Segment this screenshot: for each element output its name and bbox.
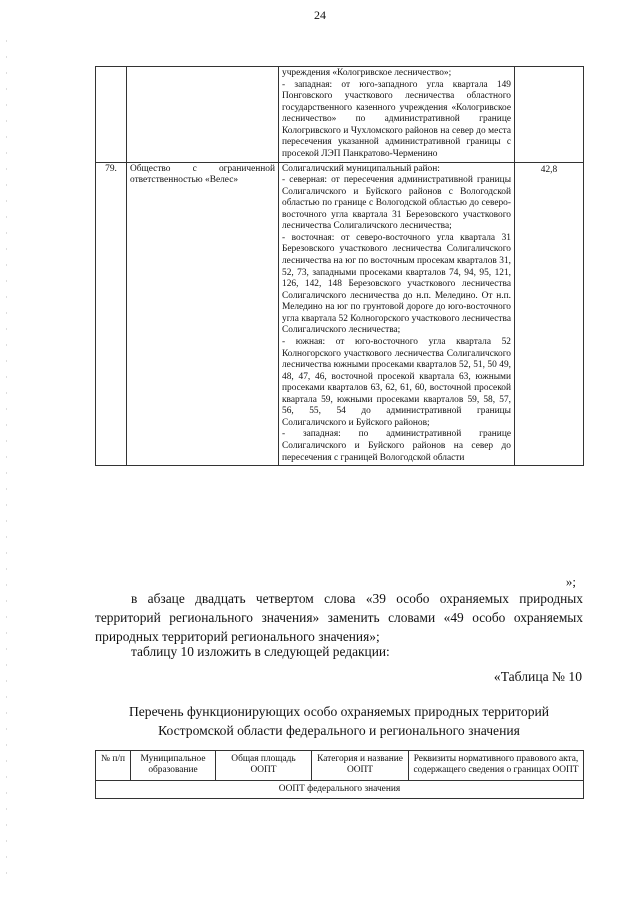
table-header-row	[96, 751, 584, 781]
table-row	[96, 162, 584, 466]
protected-areas-table	[95, 750, 584, 799]
boundary-line: - западная: по административной границе Солигаличского и Буйского районов на север до пересечения с границей Вологодской области	[282, 429, 511, 463]
row-number-cell	[96, 67, 127, 163]
section-heading: ООПТ федерального значения	[96, 780, 584, 798]
organization-cell	[127, 67, 279, 163]
boundary-line: - восточная: от северо-восточного угла квартала 31 Березовского участкового лесничества Солигаличского лесничества на юг по восточным просекам кварталов 31, 52, 73, западными просеками кварталов 74, 94, 95, 121, 126, 142, 148 Березовского участкового лесничества Солигаличского лесничества до н.п. Меледино. От н.п. Меледино на юг по грунтовой дороге до юго-восточного угла квартала 52 Колногорского участкового лесничества Солигаличского лесничества;	[282, 232, 511, 336]
boundary-description-cell	[279, 67, 515, 163]
page-number: 24	[314, 8, 326, 22]
area-cell: 42,8	[515, 162, 584, 466]
column-header: № п/п	[96, 751, 131, 781]
column-header: Категория и название ООПТ	[312, 751, 409, 781]
table-title-line: Перечень функционирующих особо охраняемых природных территорий	[128, 704, 550, 719]
area-cell	[515, 67, 584, 163]
table-row	[96, 67, 584, 163]
boundary-line: Солигаличский муниципальный район:	[282, 163, 440, 174]
amendment-paragraph: таблицу 10 изложить в следующей редакции:	[131, 644, 390, 659]
boundary-line: - северная: от пересечения административной границы Солигаличского и Буйского районов с Вологодской областью по границе с Вологодской областью до северо-восточного угла квартала 31 Березовского участкового лесничества Солигаличского лесничества;	[282, 175, 511, 232]
closing-quote: »;	[565, 574, 576, 589]
boundary-line: учреждения «Кологривское лесничество»;	[282, 68, 452, 78]
scan-margin-mark	[6, 0, 7, 904]
organization-cell: Общество с ограниченной ответственностью «Велес»	[127, 162, 279, 466]
section-row	[96, 780, 584, 798]
column-header: Реквизиты нормативного правового акта, содержащего сведения о границах ООПТ	[409, 751, 584, 781]
column-header: Общая площадь ООПТ	[216, 751, 312, 781]
boundary-line: - западная: от юго-западного угла квартала 149 Понговского участкового лесничества областного государственного казенного учреждения «Кологривское лесничество» по административной границе Кологривского и Чухломского районов на север до места пересечения указанной административной границы с просекой ЛЭП Панкратово-Черменино	[282, 79, 511, 159]
boundaries-table	[95, 66, 584, 466]
boundary-line: - южная: от юго-восточного угла квартала 52 Колногорского участкового лесничества Солигаличского лесничества южными просеками кварталов 52, 51, 50 49, 48, 47, 46, восточной просекой квартала 63, южными просеками кварталов 63, 62, 61, 60, восточной просекой квартала 59, южными просеками кварталов 59, 58, 57, 56, 55, 54 до административной границы Солигаличского и Буйского районов;	[282, 336, 511, 428]
boundary-description-cell	[279, 162, 515, 466]
row-number-cell: 79.	[96, 162, 127, 466]
amendment-paragraph: в абзаце двадцать четвертом слова «39 особо охраняемых природных территорий регионального значения» заменить словами «49 особо охраняемых природных территорий регионального значения»;	[95, 591, 583, 644]
table-label: «Таблица № 10	[493, 669, 582, 684]
table-title	[95, 702, 583, 740]
column-header: Муниципальное образование	[131, 751, 216, 781]
table-title-line: Костромской области федерального и регионального значения	[158, 723, 520, 738]
